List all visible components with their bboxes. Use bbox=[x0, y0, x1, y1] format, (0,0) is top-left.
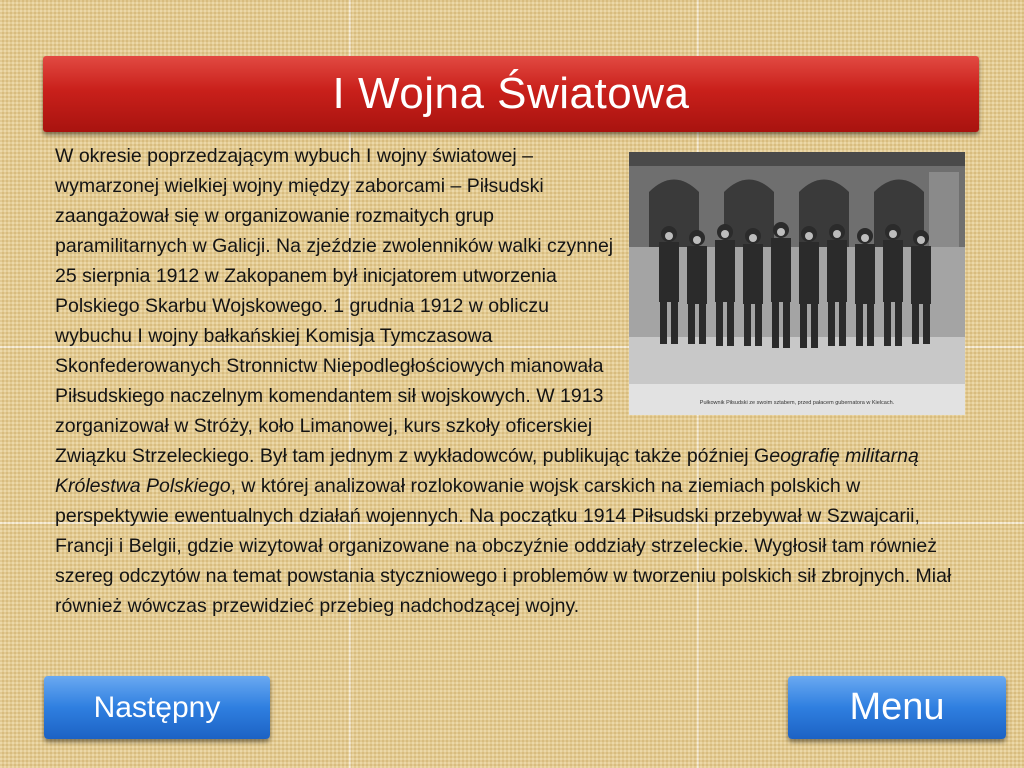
next-button[interactable] bbox=[44, 676, 270, 739]
menu-button[interactable] bbox=[788, 676, 1006, 739]
paragraph-text-part-1: W okresie poprzedzającym wybuch I wojny światowej – wymarzonej wielkiej wojny między zaborcami – Piłsudski zaangażował się w organizowanie rozmaitych grup paramilitarnych w Galicji. Na zjeździe zwolenników walki czynnej 25 sierpnia 1912 w Zakopanem był inicjatorem utworzenia Polskiego Skarbu Wojskowego. 1 grudnia 1912 w obliczu wybuchu I wojny bałkańskiej Komisja Tymczasowa Skonfederowanych Stronnictw Niepodległościowych mianowała Piłsudskiego naczelnym komendantem sił wojskowych. W 1913 zorganizował w Stróży, koło Limanowej, kurs szkoły oficerskiej Związku Strzeleckiego. Był tam jednym z wykładowców, publikując także później G bbox=[55, 145, 770, 467]
title-banner bbox=[43, 56, 979, 132]
menu-button-label: Menu bbox=[849, 686, 945, 728]
slide-title: I Wojna Światowa bbox=[332, 69, 690, 118]
slide-body bbox=[55, 141, 975, 621]
photo-caption: Pułkownik Piłsudski ze swoim sztabem, przed pałacem gubernatora w Kielcach. bbox=[699, 400, 895, 406]
paragraph-text-part-2: , w której analizował rozlokowanie wojsk carskich na ziemiach polskich w perspektywie ewentualnych działań wojennych. Na początku 1914 Piłsudski przebywał w Szwajcarii, Francji i Belgii, gdzie wizytował organizowane na obczyźnie oddziały strzeleckie. Wygłosił tam również szereg odczytów na temat powstania styczniowego i problemów w tworzeniu polskich sił zbrojnych. Miał również wówczas przewidzieć przebieg nadchodzącej wojny. bbox=[55, 475, 952, 617]
book-title-italic: eografię militarną Królestwa Polskiego bbox=[55, 445, 919, 497]
soldiers-group-photo-image bbox=[629, 152, 965, 415]
next-button-label: Następny bbox=[93, 690, 221, 724]
historical-photo bbox=[629, 152, 965, 415]
